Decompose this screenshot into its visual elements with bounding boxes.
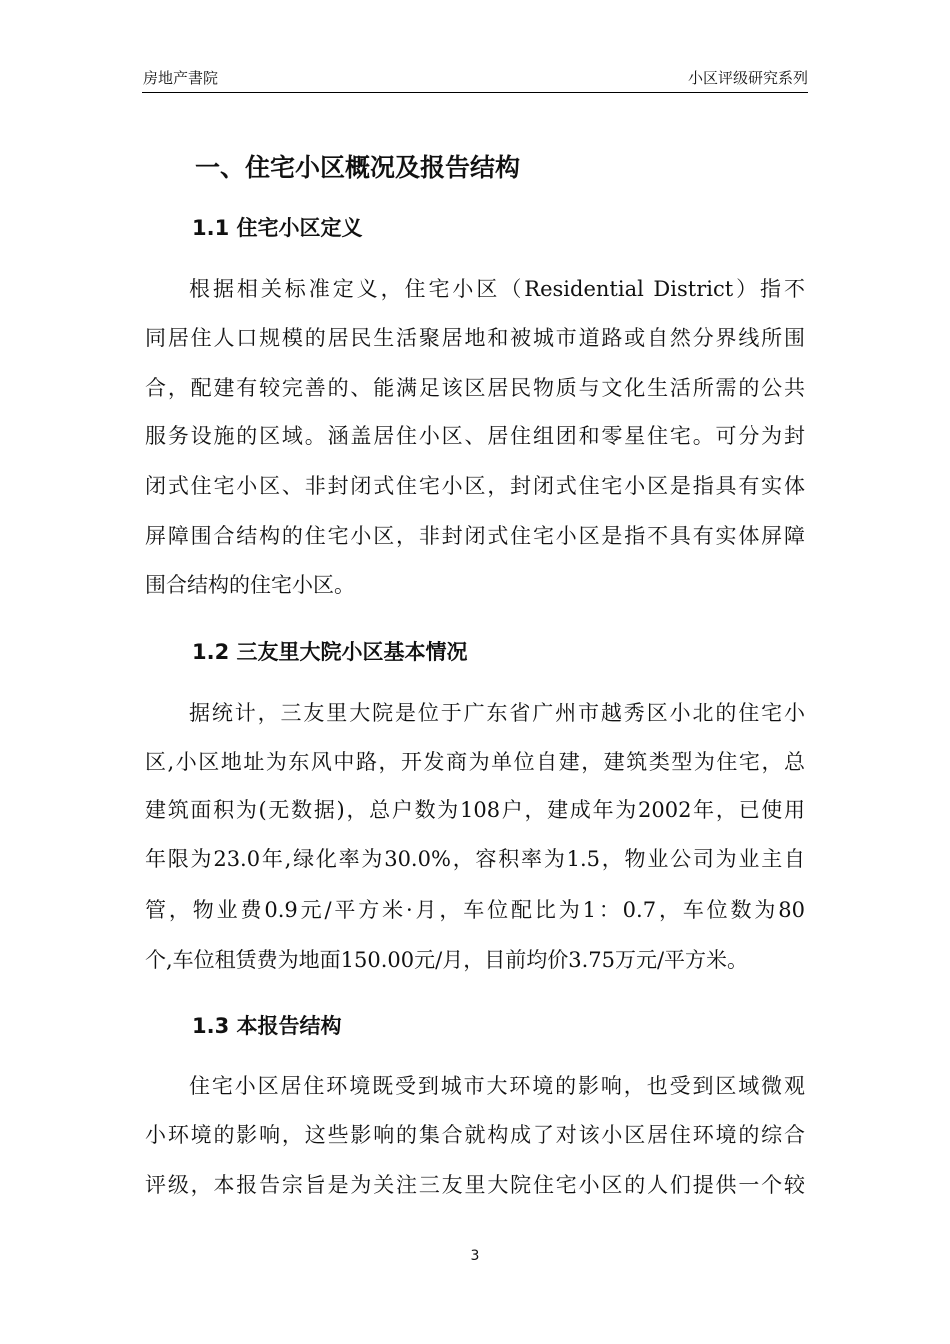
section-heading-1-3: 1.3 本报告结构 xyxy=(192,1014,342,1038)
paragraph-line: 闭式住宅小区、非封闭式住宅小区，封闭式住宅小区是指具有实体 xyxy=(145,474,805,498)
paragraph-line: 管，物业费0.9元/平方米·月，车位配比为1：0.7，车位数为80 xyxy=(145,898,805,922)
paragraph-line: 根据相关标准定义，住宅小区（Residential District）指不 xyxy=(189,277,805,301)
paragraph-line: 个,车位租赁费为地面150.00元/月，目前均价3.75万元/平方米。 xyxy=(145,948,749,972)
paragraph-line: 区,小区地址为东风中路，开发商为单位自建，建筑类型为住宅，总 xyxy=(145,750,805,774)
chapter-title: 一、住宅小区概况及报告结构 xyxy=(195,153,521,182)
paragraph-line: 据统计，三友里大院是位于广东省广州市越秀区小北的住宅小 xyxy=(189,701,805,725)
paragraph-line: 评级，本报告宗旨是为关注三友里大院住宅小区的人们提供一个较 xyxy=(145,1173,805,1197)
page-number: 3 xyxy=(470,1248,480,1264)
header-divider xyxy=(142,92,808,93)
paragraph-line: 服务设施的区域。涵盖居住小区、居住组团和零星住宅。可分为封 xyxy=(145,424,805,448)
paragraph-line: 建筑面积为(无数据)，总户数为108户，建成年为2002年，已使用 xyxy=(145,798,805,822)
paragraph-line: 围合结构的住宅小区。 xyxy=(145,573,355,597)
paragraph-line: 屏障围合结构的住宅小区，非封闭式住宅小区是指不具有实体屏障 xyxy=(145,524,805,548)
header-right: 小区评级研究系列 xyxy=(687,69,808,87)
paragraph-line: 住宅小区居住环境既受到城市大环境的影响，也受到区域微观 xyxy=(189,1074,805,1098)
section-heading-1-1: 1.1 住宅小区定义 xyxy=(192,216,363,240)
paragraph-line: 同居住人口规模的居民生活聚居地和被城市道路或自然分界线所围 xyxy=(145,326,805,350)
section-heading-1-2: 1.2 三友里大院小区基本情况 xyxy=(192,640,468,664)
paragraph-line: 合，配建有较完善的、能满足该区居民物质与文化生活所需的公共 xyxy=(145,376,805,400)
header-left: 房地产書院 xyxy=(143,69,219,87)
paragraph-line: 年限为23.0年,绿化率为30.0%，容积率为1.5，物业公司为业主自 xyxy=(145,847,805,871)
paragraph-line: 小环境的影响，这些影响的集合就构成了对该小区居住环境的综合 xyxy=(145,1123,805,1147)
